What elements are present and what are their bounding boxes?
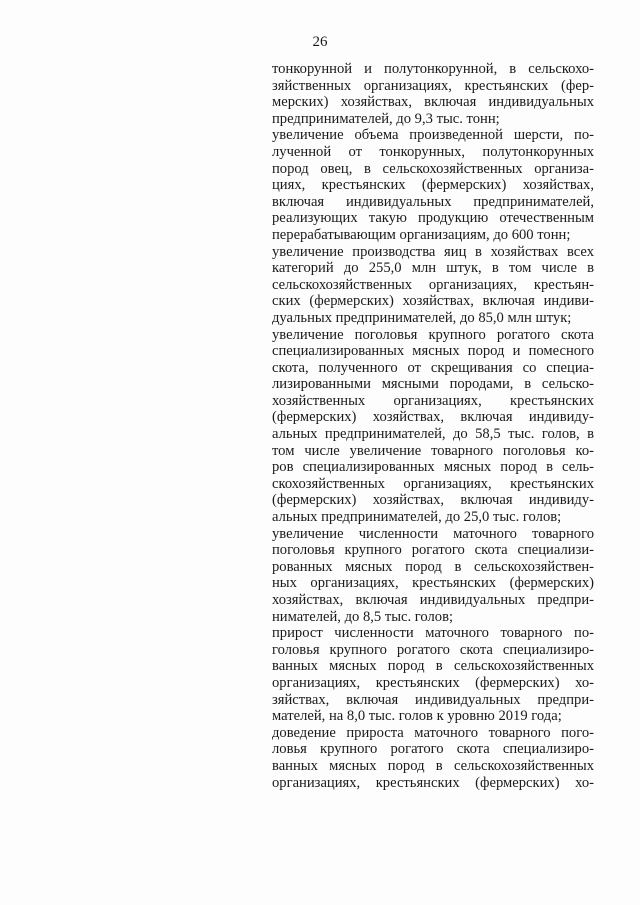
text-line: альных предпринимателей, до 58,5 тыс. голов, в [272,426,594,443]
text-line: специализированных мясных пород и помесного [272,343,594,360]
text-line: мателей, на 8,0 тыс. голов к уровню 2019 года; [272,708,562,725]
text-line: нимателей, до 8,5 тыс. голов; [272,608,454,625]
text-line: лизированными мясными породами, в сельско- [272,376,594,393]
text-line: включая индивидуальных предпринимателей, [272,193,594,210]
text-line: прирост численности маточного товарного по- [272,625,594,642]
text-line: (фермерских) хозяйствах, включая индивиду- [272,409,594,426]
document-body-text [272,61,594,791]
text-line: скота, полученного от скрещивания со специа- [272,359,594,376]
text-line: ловья крупного рогатого скота специализиро- [272,741,594,758]
text-line: скохозяйственных организациях, крестьянских [272,475,594,492]
text-line: хозяйственных организациях, крестьянских [272,392,594,409]
text-line: организациях, крестьянских (фермерских) хо- [272,674,594,691]
text-line: дуальных предпринимателей, до 85,0 млн штук; [272,309,572,326]
text-line: тонкорунной и полутонкорунной, в сельскохо- [272,61,594,77]
text-line: лученной от тонкорунных, полутонкорунных [272,143,594,160]
text-line: головья крупного рогатого скота специализиро- [272,641,594,658]
text-line: мерских) хозяйствах, включая индивидуальных [272,94,594,111]
text-line: сельскохозяйственных организациях, крестьян- [272,276,594,293]
text-line: (фермерских) хозяйствах, включая индивиду- [272,492,594,509]
text-line: альных предпринимателей, до 25,0 тыс. голов; [272,509,562,526]
text-line: предпринимателей, до 9,3 тыс. тонн; [272,110,500,127]
text-line: ров специализированных мясных пород в сель- [272,459,594,476]
text-line: увеличение объема произведенной шерсти, по- [272,127,594,144]
text-line: доведение прироста маточного товарного пого- [272,724,594,741]
text-line: организациях, крестьянских (фермерских) хо- [272,774,594,791]
text-line: том числе увеличение товарного поголовья ко- [272,442,594,459]
text-line: ванных мясных пород в сельскохозяйственных [272,658,594,675]
text-line: зяйственных организациях, крестьянских (фер- [272,77,594,94]
text-line: ных организациях, крестьянских (фермерских) [272,575,594,592]
text-line: рованных мясных пород в сельскохозяйствен- [272,558,594,575]
page-number: 26 [312,34,328,50]
text-line: пород овец, в сельскохозяйственных организа- [272,160,594,177]
text-line: перерабатывающим организациям, до 600 тонн; [272,226,571,243]
text-line: хозяйствах, включая индивидуальных предпри- [272,592,594,608]
text-line: поголовья крупного рогатого скота специализи- [272,542,594,559]
text-line: увеличение производства яиц в хозяйствах всех [272,243,594,260]
text-line: зяйствах, включая индивидуальных предпри- [272,691,594,708]
text-line: ванных мясных пород в сельскохозяйственных [272,757,594,774]
text-line: ских (фермерских) хозяйствах, включая индиви- [272,293,594,310]
text-line: увеличение поголовья крупного рогатого скота [272,326,594,343]
text-line: циях, крестьянских (фермерских) хозяйствах, [272,177,594,194]
text-line: реализующих такую продукцию отечественным [272,210,594,227]
text-line: увеличение численности маточного товарного [272,525,594,542]
text-line: категорий до 255,0 млн штук, в том числе в [272,260,594,277]
